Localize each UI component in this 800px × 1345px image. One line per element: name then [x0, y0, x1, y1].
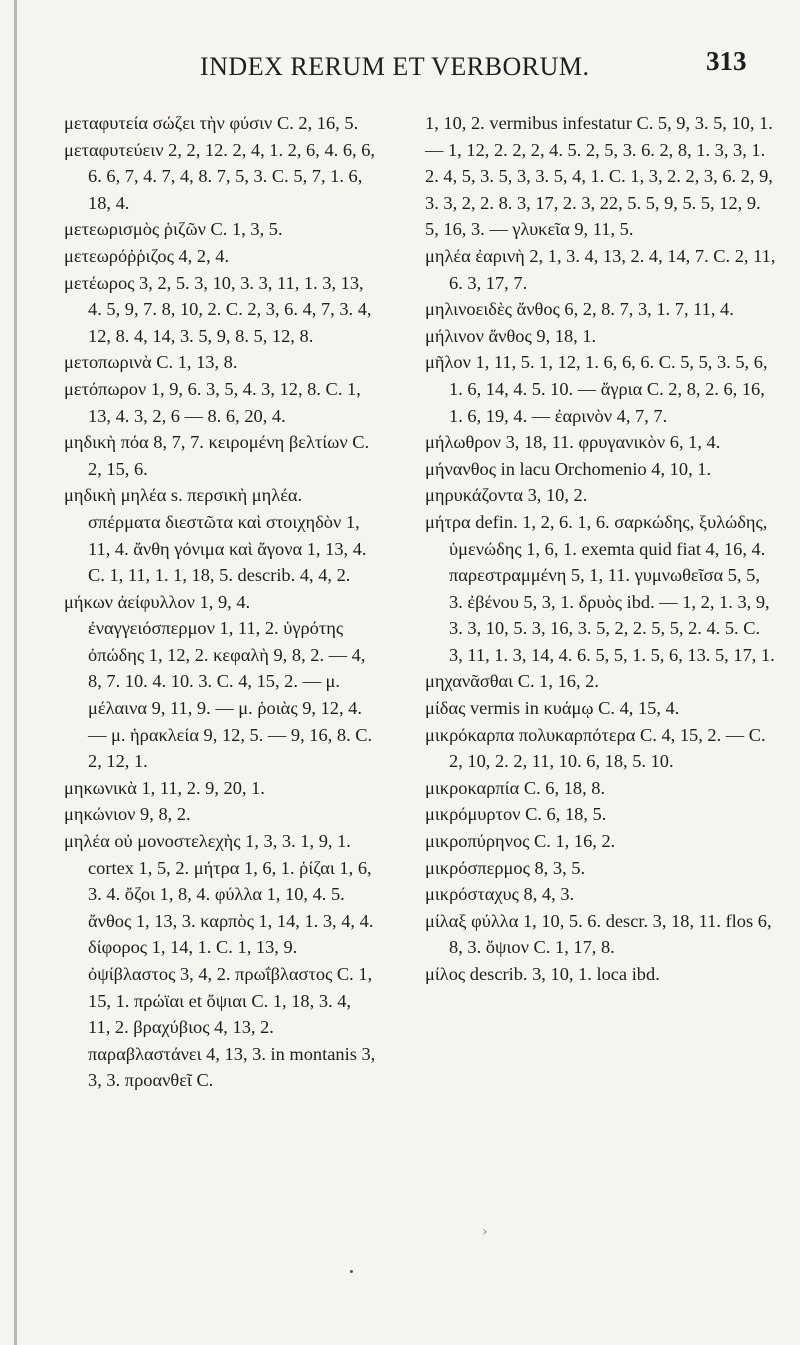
index-entry: μεταφυτεία σώζει τὴν φύσιν C. 2, 16, 5.: [64, 113, 359, 133]
index-entry: μηδικὴ μηλέα s. περσικὴ μηλέα. σπέρματα διεστῶτα καὶ στοιχηδὸν 1, 11, 4. ἄνθη γόνιμα καὶ ἄγονα 1, 13, 4. C. 1, 11, 1. 1, 18, 5. describ. 4, 4, 2.: [64, 485, 367, 586]
page-number: 313: [706, 46, 747, 76]
index-entry: μηρυκάζοντα 3, 10, 2.: [425, 485, 588, 506]
running-head-title: INDEX RERUM ET VERBORUM.: [200, 52, 590, 81]
index-entry: μηκωνικὰ 1, 11, 2. 9, 20, 1.: [64, 777, 265, 798]
index-entry: μικρόσπερμος 8, 3, 5.: [425, 857, 586, 878]
index-entry: μίδας vermis in κυάμῳ C. 4, 15, 4.: [425, 698, 680, 719]
index-entry: μικρόσταχυς 8, 4, 3.: [425, 884, 575, 905]
running-head: [0, 40, 800, 84]
index-entry: μῆλον 1, 11, 5. 1, 12, 1. 6, 6, 6. C. 5, 5, 3. 5, 6, 1. 6, 14, 4. 5. 10. — ἄγρια C. 2, 8, 2. 6, 16, 1. 6, 19, 4. — ἐαρινὸν 4, 7, 7.: [425, 352, 768, 426]
index-entry: μετέωρος 3, 2, 5. 3, 10, 3. 3, 11, 1. 3, 13, 4. 5, 9, 7. 8, 10, 2. C. 2, 3, 6. 4, 7, 3. 4, 12, 8. 4, 14, 3. 5, 9, 8. 5, 12, 8.: [64, 272, 372, 346]
index-entry: μηχανᾶσθαι C. 1, 16, 2.: [425, 671, 599, 692]
index-entry: μηλινοειδὲς ἄνθος 6, 2, 8. 7, 3, 1. 7, 11, 4.: [425, 299, 734, 320]
index-entry: μετεωρισμὸς ῥιζῶν C. 1, 3, 5.: [64, 219, 283, 240]
page-speck: [350, 1270, 353, 1273]
index-entry: μήτρα defin. 1, 2, 6. 1, 6. σαρκώδης, ξυλώδης, ὑμενώδης 1, 6, 1. exemta quid fiat 4, 16, 4. παρεστραμμένη 5, 1, 11. γυμνωθεῖσα 5, 5, 3. ἐβένου 5, 3, 1. δρυὸς ibd. — 1, 2, 1. 3, 9, 3. 3, 10, 5. 3, 16, 3. 5, 2, 2. 5, 5, 2. 4. 5. C. 3, 11, 1. 3, 14, 4. 6. 5, 5, 1. 5, 6, 13. 5, 17, 1.: [425, 511, 775, 665]
index-entry: μικροκαρπία C. 6, 18, 8.: [425, 777, 606, 798]
index-entry: μηκώνιον 9, 8, 2.: [64, 804, 191, 825]
index-column-left: [64, 110, 376, 1094]
index-entry: μικροπύρηνος C. 1, 16, 2.: [425, 831, 616, 852]
index-entry: μήλωθρον 3, 18, 11. φρυγανικὸν 6, 1, 4.: [425, 432, 721, 453]
index-entry: μετοπωρινὰ C. 1, 13, 8.: [64, 352, 238, 373]
index-entry: μικρόκαρπα πολυκαρπότερα C. 4, 15, 2. — C. 2, 10, 2. 2, 11, 10. 6, 18, 5. 10.: [425, 724, 766, 772]
index-entry: μήλινον ἄνθος 9, 18, 1.: [425, 325, 597, 346]
index-entry: μηλέα ἐαρινὴ 2, 1, 3. 4, 13, 2. 4, 14, 7. C. 2, 11, 6. 3, 17, 7.: [425, 245, 776, 293]
index-entry: μίλος describ. 3, 10, 1. loca ibd.: [425, 964, 660, 984]
index-entry: μίλαξ φύλλα 1, 10, 5. 6. descr. 3, 18, 11. flos 6, 8, 3. ὄψιον C. 1, 17, 8.: [425, 910, 772, 958]
index-entry: μήκων ἀείφυλλον 1, 9, 4. ἐναγγειόσπερμον 1, 11, 2. ὑγρότης ὀπώδης 1, 12, 2. κεφαλὴ 9, 8, 2. — 4, 8, 7. 10. 4. 10. 3. C. 4, 15, 2. — μ. μέλαινα 9, 11, 9. — μ. ῥοιὰς 9, 12, 4. — μ. ἡρακλεία 9, 12, 5. — 9, 16, 8. C. 2, 12, 1.: [64, 591, 373, 772]
page-blemish: ›: [482, 1224, 488, 1240]
index-entry: μικρόμυρτον C. 6, 18, 5.: [425, 804, 607, 825]
index-entry: 1, 10, 2. vermibus infestatur C. 5, 9, 3. 5, 10, 1. — 1, 12, 2. 2, 2, 4. 5. 2, 5, 3. 6. 2, 8, 1. 3, 3, 1. 2. 4, 5, 3. 5, 3, 3. 5, 4, 1. C. 1, 3, 2. 2, 3, 6. 2, 9, 3. 3, 2, 2. 8. 3, 17, 2. 3, 22, 5. 5, 9, 5. 5, 12, 9. 5, 16, 3. — γλυκεῖα 9, 11, 5.: [425, 113, 773, 240]
page-edge-rule: [14, 0, 17, 1345]
index-entry: μετεωρόῤῥιζος 4, 2, 4.: [64, 245, 230, 266]
index-column-right: [425, 110, 777, 988]
index-entry: μεταφυτεύειν 2, 2, 12. 2, 4, 1. 2, 6, 4. 6, 6, 6. 6, 7, 4. 7, 4, 8. 7, 5, 3. C. 5, 7, 1. 6, 18, 4.: [64, 139, 376, 213]
index-entry: μηλέα οὐ μονοστελεχὴς 1, 3, 3. 1, 9, 1. cortex 1, 5, 2. μήτρα 1, 6, 1. ῥίζαι 1, 6, 3. 4. ὄζοι 1, 8, 4. φύλλα 1, 10, 4. 5. ἄνθος 1, 13, 3. καρπὸς 1, 14, 1. 3, 4, 4. δίφορος 1, 14, 1. C. 1, 13, 9. ὀψίβλαστος 3, 4, 2. πρωΐβλαστος C. 1, 15, 1. πρώϊαι et ὄψιαι C. 1, 18, 3. 4, 11, 2. βραχύβιος 4, 13, 2. παραβλαστάνει 4, 13, 3. in montanis 3, 3, 3. προανθεῖ C.: [64, 831, 376, 1091]
index-entry: μήνανθος in lacu Orchomenio 4, 10, 1.: [425, 458, 712, 479]
index-entry: μηδικὴ πόα 8, 7, 7. κειρομένη βελτίων C. 2, 15, 6.: [64, 432, 370, 479]
index-entry: μετόπωρον 1, 9, 6. 3, 5, 4. 3, 12, 8. C. 1, 13, 4. 3, 2, 6 — 8. 6, 20, 4.: [64, 378, 361, 426]
